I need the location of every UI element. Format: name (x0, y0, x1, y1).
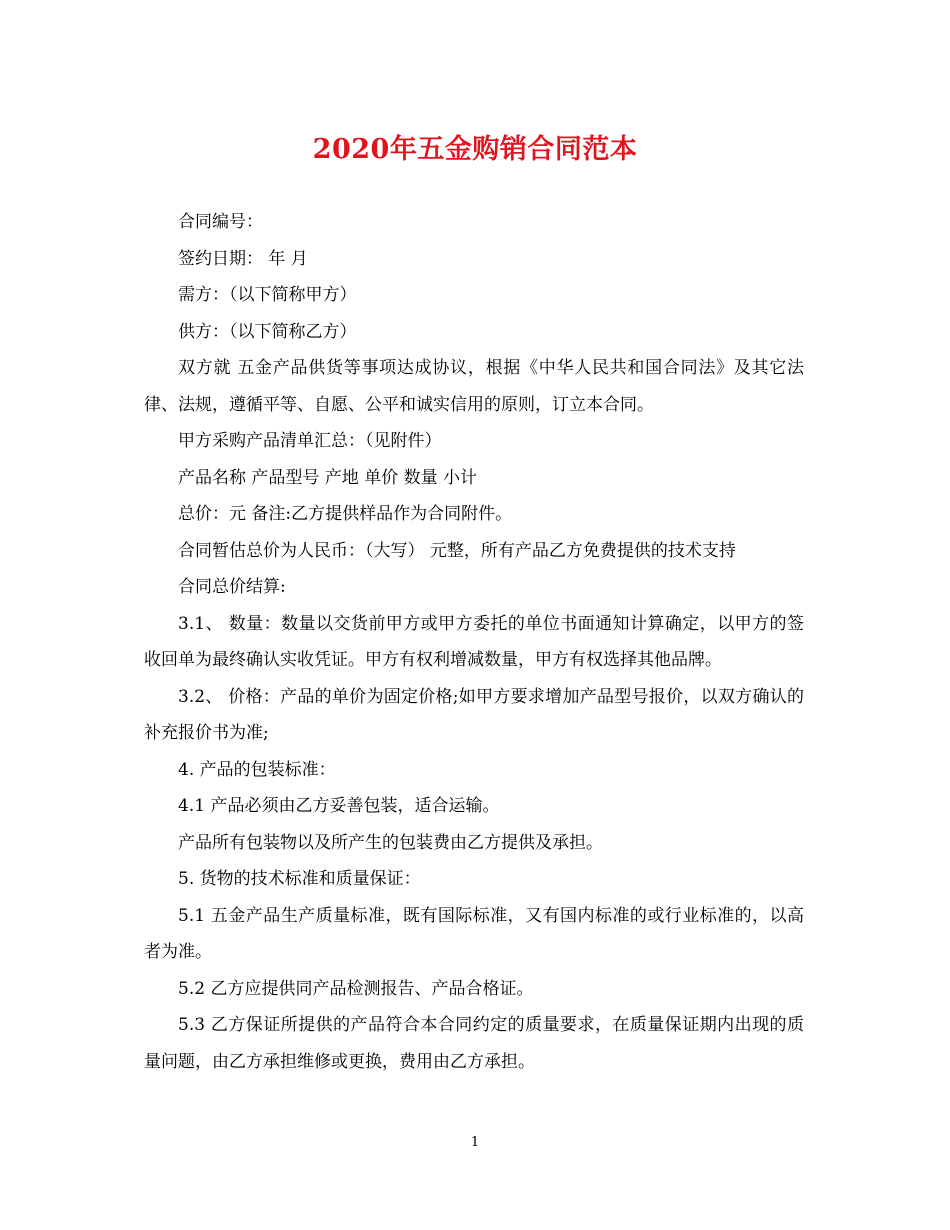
paragraph-contract-number: 合同编号： (178, 212, 263, 232)
paragraph-clause-4-1: 4.1 产品必须由乙方妥善包装，适合运输。 (178, 796, 500, 816)
paragraph-clause-3-1: 3.1、 数量：数量以交货前甲方或甲方委托的单位书面通知计算确定，以甲方的签收回单为最终确认实收凭证。甲方有权利增减数量，甲方有权选择其他品牌。 (144, 613, 804, 670)
paragraph-packaging-cost: 产品所有包装物以及所产生的包装费由乙方提供及承担。 (178, 832, 603, 853)
paragraph-clause-5-2: 5.2 乙方应提供同产品检测报告、产品合格证。 (178, 978, 534, 999)
paragraph-total-price: 总价：元 备注:乙方提供样品作为合同附件。 (178, 504, 513, 524)
paragraph-purchase-list: 甲方采购产品清单汇总：（见附件） (178, 431, 442, 451)
paragraph-signing-date: 签约日期： 年 月 (178, 248, 308, 269)
paragraph-clause-5: 5. 货物的技术标准和质量保证： (178, 869, 421, 889)
document-body (144, 204, 804, 1080)
paragraph-buyer: 需方：（以下简称甲方） (178, 285, 357, 305)
page-number: 1 (470, 1135, 480, 1150)
paragraph-clause-3-2: 3.2、 价格：产品的单价为固定价格;如甲方要求增加产品型号报价，以双方确认的补充报价书为准; (144, 686, 804, 743)
document-title: 2020年五金购销合同范本 (312, 134, 638, 165)
paragraph-estimated-price: 合同暂估总价为人民币：（大写） 元整，所有产品乙方免费提供的技术支持 (178, 540, 736, 561)
paragraph-clause-4: 4. 产品的包装标准： (178, 759, 336, 780)
paragraph-clause-5-3: 5.3 乙方保证所提供的产品符合本合同约定的质量要求，在质量保证期内出现的质量问题，由乙方承担维修或更换，费用由乙方承担。 (144, 1015, 804, 1072)
paragraph-product-columns: 产品名称 产品型号 产地 单价 数量 小计 (178, 467, 478, 488)
paragraph-supplier: 供方：（以下简称乙方） (178, 321, 357, 342)
paragraph-clause-5-1: 5.1 五金产品生产质量标准，既有国际标准，又有国内标准的或行业标准的，以高者为准。 (144, 905, 804, 962)
paragraph-settlement: 合同总价结算: (178, 577, 286, 597)
paragraph-agreement: 双方就 五金产品供货等事项达成协议，根据《中华人民共和国合同法》及其它法律、法规，遵循平等、自愿、公平和诚实信用的原则，订立本合同。 (144, 358, 804, 415)
